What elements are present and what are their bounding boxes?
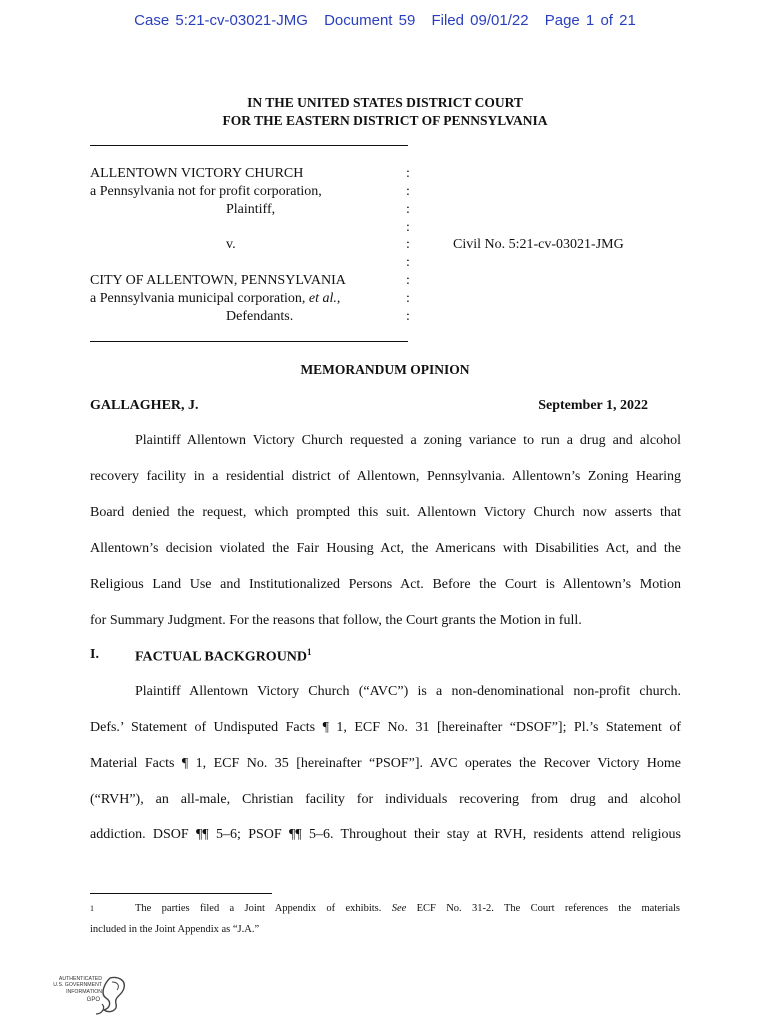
caption-top-rule — [90, 145, 408, 146]
body-line: Religious Land Use and Institutionalized Persons Act. Before the Court is Allentown’s Motion — [90, 577, 681, 592]
body-line: Plaintiff Allentown Victory Church (“AVC”) is a non-denominational non-profit church. — [135, 684, 681, 699]
filed-date: Filed 09/01/22 — [431, 12, 529, 29]
gpo-authentication-logo: AUTHENTICATED U.S. GOVERNMENT INFORMATION GPO — [44, 974, 128, 1016]
section-number: I. — [90, 647, 99, 662]
page-indicator: Page 1 of 21 — [544, 12, 636, 29]
caption-colon: : — [406, 202, 410, 217]
caption-colon: : — [406, 184, 410, 199]
caption-colon: : — [406, 237, 410, 252]
footnote-text: The parties filed a Joint Appendix of exhibits. See ECF No. 31-2. The Court references the materials — [135, 903, 680, 914]
body-line: Material Facts ¶ 1, ECF No. 35 [hereinafter “PSOF”]. AVC operates the Recover Victory Home — [90, 756, 681, 771]
plaintiff-description: a Pennsylvania not for profit corporation, — [90, 184, 322, 199]
court-title-line2: FOR THE EASTERN DISTRICT OF PENNSYLVANIA — [222, 113, 548, 128]
memorandum-title: MEMORANDUM OPINION — [300, 362, 470, 377]
civil-number: Civil No. 5:21-cv-03021-JMG — [453, 237, 624, 252]
plaintiff-name: ALLENTOWN VICTORY CHURCH — [90, 166, 304, 181]
footnote-rule — [90, 893, 272, 894]
defendant-role: Defendants. — [226, 309, 294, 324]
defendant-description: a Pennsylvania municipal corporation, et al., — [90, 291, 341, 306]
caption-colon: : — [406, 309, 410, 324]
caption-bottom-rule — [90, 341, 408, 342]
body-line: for Summary Judgment. For the reasons that follow, the Court grants the Motion in full. — [90, 613, 582, 628]
footnote-line2: included in the Joint Appendix as “J.A.” — [90, 923, 260, 935]
opinion-date: September 1, 2022 — [538, 398, 648, 413]
caption-colon: : — [406, 255, 410, 270]
footnote-number: 1 — [90, 904, 94, 913]
footnote-reference: 1 — [307, 647, 312, 657]
section-heading: FACTUAL BACKGROUND$^1$ — [135, 647, 312, 665]
caption-colon: : — [406, 220, 410, 235]
filing-header — [0, 12, 770, 29]
body-line: Board denied the request, which prompted this suit. Allentown Victory Church now asserts that — [90, 505, 681, 520]
body-line: Plaintiff Allentown Victory Church requested a zoning variance to run a drug and alcohol — [135, 433, 681, 448]
body-line: addiction. DSOF ¶¶ 5–6; PSOF ¶¶ 5–6. Throughout their stay at RVH, residents attend religious — [90, 827, 681, 842]
versus: v. — [226, 237, 236, 252]
caption-colon: : — [406, 273, 410, 288]
body-line: (“RVH”), an all-male, Christian facility for individuals recovering from drug and alcohol — [90, 792, 681, 807]
body-line: Allentown’s decision violated the Fair Housing Act, the Americans with Disabilities Act, and the — [90, 541, 681, 556]
court-title-line1: IN THE UNITED STATES DISTRICT COURT — [247, 95, 523, 110]
footnote — [90, 902, 680, 937]
defendant-name: CITY OF ALLENTOWN, PENNSYLVANIA — [90, 273, 346, 288]
judge-name: GALLAGHER, J. — [90, 398, 199, 413]
case-number: Case 5:21-cv-03021-JMG — [134, 12, 308, 29]
plaintiff-role: Plaintiff, — [226, 202, 276, 217]
caption-colon: : — [406, 166, 410, 181]
body-line: Defs.’ Statement of Undisputed Facts ¶ 1, ECF No. 31 [hereinafter “DSOF”]; Pl.’s Statement of — [90, 720, 681, 735]
caption-colon: : — [406, 291, 410, 306]
body-line: recovery facility in a residential district of Allentown, Pennsylvania. Allentown’s Zoning Hearing — [90, 469, 681, 484]
document-number: Document 59 — [324, 12, 416, 29]
